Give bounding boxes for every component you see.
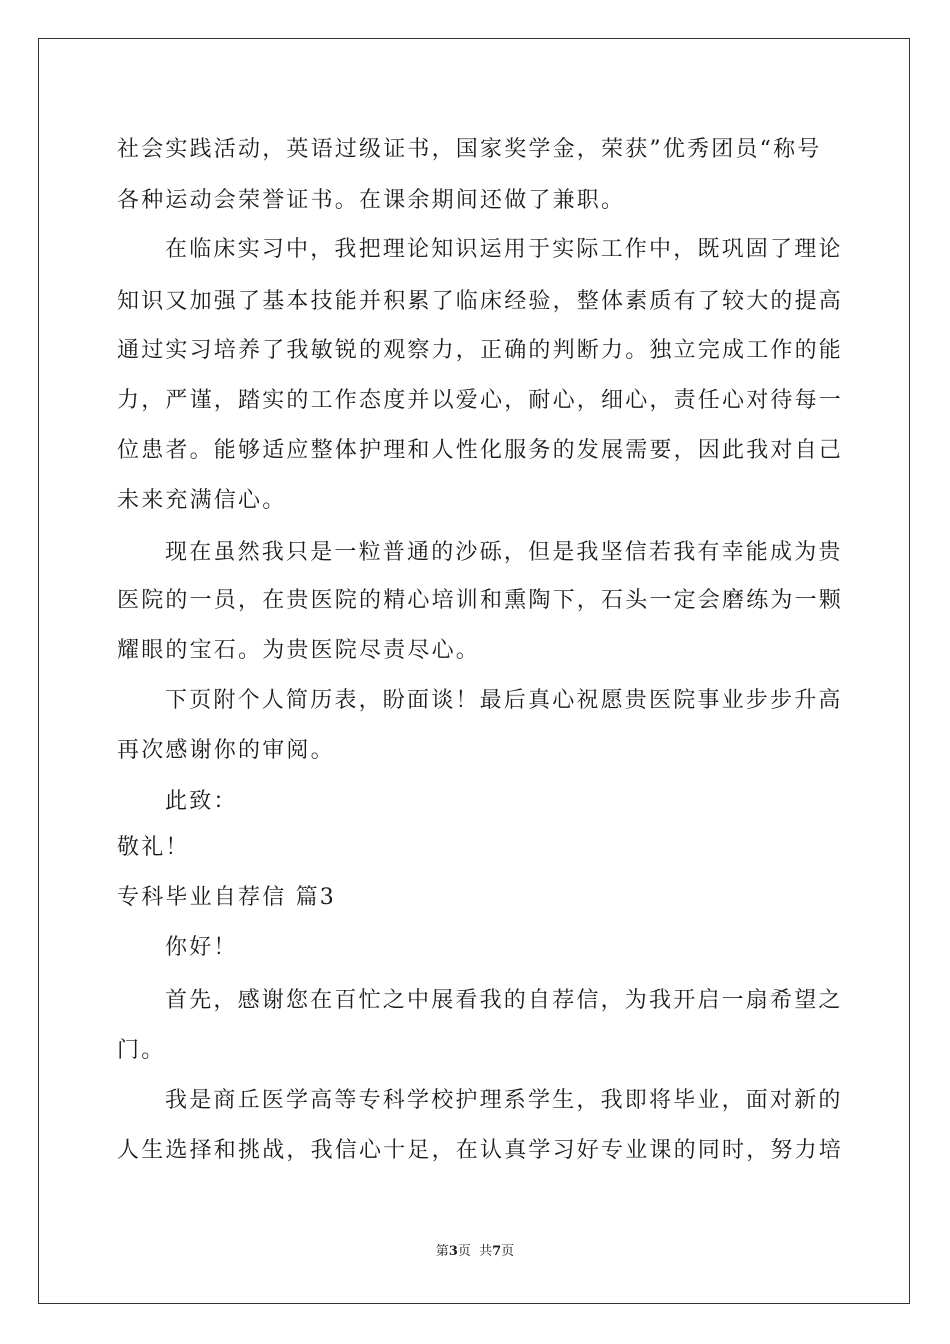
footer-prefix: 第 xyxy=(435,1244,449,1259)
page-number-footer xyxy=(0,1243,950,1261)
footer-mid: 页 共 xyxy=(457,1244,493,1259)
body-line: 社会实践活动，英语过级证书，国家奖学金，荣获”优秀团员“称号 xyxy=(117,137,822,162)
body-line: 医院的一员，在贵医院的精心培训和熏陶下，石头一定会磨练为一颗 xyxy=(117,588,844,613)
body-line: 知识又加强了基本技能并积累了临床经验，整体素质有了较大的提高 xyxy=(117,289,844,314)
body-line: 在临床实习中，我把理论知识运用于实际工作中，既巩固了理论 xyxy=(165,237,843,262)
salutation-line: 敬礼！ xyxy=(117,835,190,860)
footer-total-pages: 7 xyxy=(492,1244,502,1259)
body-line: 各种运动会荣誉证书。在课余期间还做了兼职。 xyxy=(117,188,626,213)
section-heading: 专科毕业自荐信 篇3 xyxy=(117,885,336,910)
body-line: 耀眼的宝石。为贵医院尽责尽心。 xyxy=(117,638,481,663)
salutation-line: 此致： xyxy=(165,789,238,814)
footer-current-page: 3 xyxy=(448,1244,458,1259)
body-line: 通过实习培养了我敏锐的观察力，正确的判断力。独立完成工作的能 xyxy=(117,338,844,363)
body-line: 现在虽然我只是一粒普通的沙砾，但是我坚信若我有幸能成为贵 xyxy=(165,540,843,565)
body-line: 首先，感谢您在百忙之中展看我的自荐信，为我开启一扇希望之 xyxy=(165,988,843,1013)
body-line: 人生选择和挑战，我信心十足，在认真学习好专业课的同时，努力培 xyxy=(117,1138,844,1163)
body-line: 我是商丘医学高等专科学校护理系学生，我即将毕业，面对新的 xyxy=(165,1088,843,1113)
body-line: 力，严谨，踏实的工作态度并以爱心，耐心，细心，责任心对待每一 xyxy=(117,388,844,413)
body-line: 下页附个人简历表，盼面谈！最后真心祝愿贵医院事业步步升高 xyxy=(165,688,843,713)
greeting-line: 你好！ xyxy=(165,935,238,960)
body-line: 门。 xyxy=(117,1038,166,1063)
footer-suffix: 页 xyxy=(501,1244,515,1259)
body-line: 再次感谢你的审阅。 xyxy=(117,738,335,763)
body-line: 未来充满信心。 xyxy=(117,488,287,513)
body-line: 位患者。能够适应整体护理和人性化服务的发展需要，因此我对自己 xyxy=(117,438,844,463)
